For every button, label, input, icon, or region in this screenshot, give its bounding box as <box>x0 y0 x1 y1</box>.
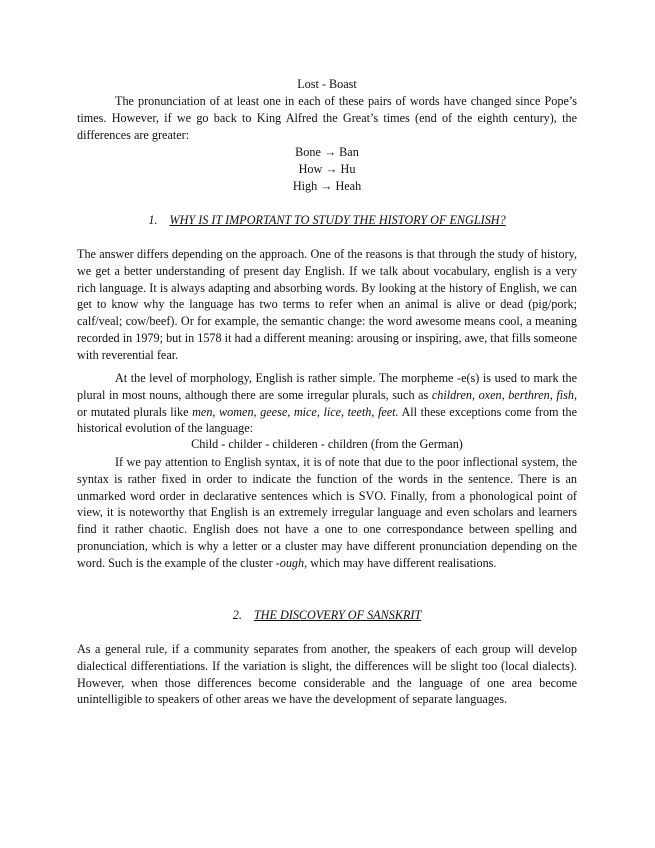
section-2-heading <box>77 607 577 624</box>
cluster-term: -ough <box>275 555 305 570</box>
word-pair-1: Bone → Ban <box>295 145 359 159</box>
example-line: Child - childer - childeren - children (from the German) <box>191 437 463 451</box>
section-1-number: 1. <box>148 213 158 227</box>
word-pair-2: How → Hu <box>298 162 356 176</box>
section-2-title: THE DISCOVERY OF SANSKRIT <box>253 608 422 622</box>
section-1-title: WHY IS IT IMPORTANT TO STUDY THE HISTORY OF ENGLISH? <box>169 213 506 227</box>
paragraph-3-start: If we pay attention to English syntax, it is of note that due to the poor inflectional system, the syntax is rather fixed in order to indicate the function of the words in the sentence. There is an unmarked word order in declarative sentences which is SVO. Finally, from a phonological point of view, it is noteworthy that English is an extremely irregular language and even scholars and learners find it rather chaotic. English does not have a one to one correspondance between spelling and pronunciation, which is why a letter or a cluster may have different pronunciation depending on the word. Such is the example of the cluster <box>77 455 577 570</box>
section-1-paragraph-2 <box>77 370 577 437</box>
paragraph-2-mid: or mutated plurals like <box>77 404 193 419</box>
intro-paragraph: The pronunciation of at least one in each of these pairs of words have changed since Pope’s times. However, if we go back to King Alfred the Great’s times (end of the eighth century), the differences are greater: <box>77 94 577 142</box>
section-1-heading <box>77 212 577 229</box>
word-pair-3: High → Heah <box>292 179 362 193</box>
mutated-plurals: men, women, geese, mice, lice, teeth, feet. <box>192 404 399 419</box>
paragraph-2-start: At the level of morphology, English is rather simple. The morpheme -e(s) is used to mark the plural in most nouns, although there are some irregular plurals, such as <box>77 371 577 402</box>
section-2-paragraph-1: As a general rule, if a community separates from another, the speakers of each group will develop dialectical differentiations. If the variation is slight, the differences will be slight too (local dialects). However, when those differences become considerable and the language of one area become unintelligible to speakers of other areas we have the development of separate languages. <box>77 642 577 707</box>
irregular-plurals: children, oxen, berthren, fish, <box>431 387 577 402</box>
pair-title: Lost - Boast <box>297 77 357 91</box>
section-1-paragraph-3 <box>77 454 577 572</box>
paragraph-2-end: All these exceptions come from the historical evolution of the language: <box>77 404 577 436</box>
paragraph-3-end: , which may have different realisations. <box>304 555 497 570</box>
section-1-paragraph-1: The answer differs depending on the approach. One of the reasons is that through the study of history, we get a better understanding of present day English. If we talk about vocabulary, english is a very rich language. It is always adapting and absorbing words. By looking at the history of English, we can get to know why the language has two terms to refer when an animal is alive or dead (pig/pork; calf/veal; cow/beef). Or for example, the semantic change: the word awesome means cool, a meaning recorded in 1979; but in 1578 it had a different meaning: arousing or inspiring, awe, that fills someone with reverential fear. <box>77 247 577 362</box>
section-2-number: 2. <box>232 608 242 622</box>
